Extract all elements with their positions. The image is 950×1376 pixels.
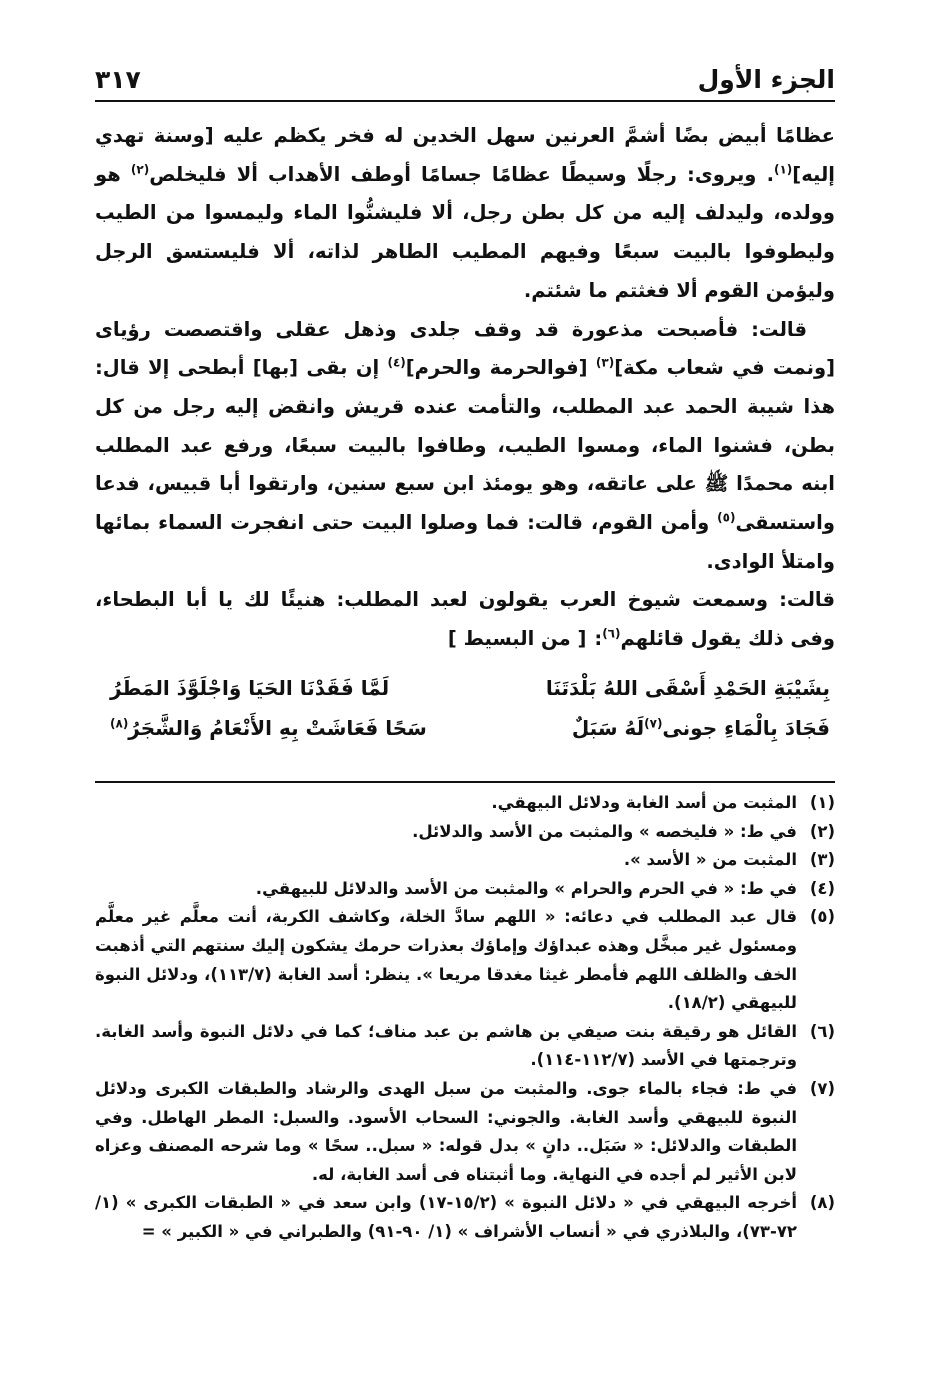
poem-verse-2	[110, 708, 830, 748]
page-number: ٣١٧	[95, 65, 141, 94]
footnote-number: (٥)	[809, 907, 835, 927]
footnote-text: المثبت من « الأسد ».	[623, 850, 797, 870]
footnote-number: (٤)	[809, 878, 835, 898]
footnote-ref: (٥)	[717, 510, 736, 525]
footnote-separator	[95, 781, 835, 783]
poem-verse-1	[110, 668, 830, 708]
footnote	[95, 1018, 835, 1075]
hemistich-right: بِشَيْبَةِ الحَمْدِ أَسْقَى اللهُ بَلْدَتَنَا	[545, 676, 830, 700]
footnote-ref: (٣)	[595, 355, 615, 370]
footnote-text: المثبت من أسد الغابة ودلائل البيهقي.	[491, 793, 797, 812]
footnotes	[95, 789, 835, 1247]
footnote-ref: (٤)	[387, 355, 406, 370]
hemistich-left: سَحًا فَعَاشَتْ بِهِ الأَنْعَامُ وَالشَّجَرُ$^{(٨)}$	[110, 716, 427, 740]
footnote-number: (٨)	[809, 1193, 835, 1213]
footnote	[95, 1189, 835, 1246]
footnote-ref: (٧)	[644, 716, 663, 731]
footnote	[95, 818, 835, 847]
footnote-number: (٢)	[809, 821, 835, 841]
main-text	[95, 117, 835, 659]
hemistich-left: لَمَّا فَقَدْنَا الحَيَا وَاجْلَوَّذَ المَطَرُ	[110, 676, 390, 700]
footnote	[95, 903, 835, 1017]
paragraph-2: قالت: فأصبحت مذعورة قد وقف جلدى وذهل عقلى واقتصصت رؤياى [ونمت في شعاب مكة]$^{(٣)}$ [فوالحرمة والحرم]$^{(٤)}$ إن بقى [بها] أبطحى إلا قال: هذا شيبة الحمد عبد المطلب، والتأمت عنده قريش وانقض إليه رجل من كل بطن، فشنوا الماء، ومسوا الطيب، وطافوا بالبيت سبعًا، ورفع عبد المطلب ابنه محمدًا ﷺ على عاتقه، وهو يومئذ ابن سبع سنين، وارتقوا أبا قبيس، فدعا واستسقى$^{(٥)}$ وأمن القوم، قالت: فما وصلوا البيت حتى انفجرت السماء بمائها وامتلأ الوادى.	[95, 317, 835, 573]
footnote-text: في ط: « في الحرم والحرام » والمثبت من الأسد والدلائل للبيهقي.	[255, 878, 797, 898]
footnote-text: أخرجه البيهقي في « دلائل النبوة » (١٥/٢-١٧) وابن سعد في « الطبقات الكبرى » (١/ ٧٢-٧٣)، والبلاذري في « أنساب الأشراف » (١/ ٩٠-٩١) والطبراني في « الكبير » =	[95, 1193, 797, 1241]
poem	[110, 668, 830, 748]
footnote-number: (١)	[809, 793, 835, 812]
footnote-text: قال عبد المطلب في دعائه: « اللهم سادَّ الخلة، وكاشف الكربة، أنت معلَّم غير معلَّم ومسئول غير مبخَّل وهذه عبداؤك وإماؤك بعذرات حرمك يشكون إليك سنتهم التي أذهبت الخف والظلف اللهم فأمطر غيثا مغدقا مريعا ». ينظر: أسد الغابة (١١٣/٧)، ودلائل النبوة للبيهقي (١٨/٢).	[95, 907, 798, 1013]
footnote	[95, 875, 835, 904]
footnote	[95, 1075, 835, 1189]
footnote-ref: (١)	[773, 162, 793, 177]
paragraph-3: قالت: وسمعت شيوخ العرب يقولون لعبد المطلب: هنيئًا لك يا أبا البطحاء، وفى ذلك يقول قائلهم$^{(٦)}$:[ من البسيط ]	[95, 588, 835, 651]
footnote-ref: (٦)	[602, 626, 621, 641]
footnote-ref: (٢)	[130, 162, 150, 177]
footnote-text: في ط: « فليخصه » والمثبت من الأسد والدلائل.	[412, 821, 797, 841]
footnote-text: في ط: فجاء بالماء جوى. والمثبت من سبل الهدى والرشاد والطبقات الكبرى ودلائل النبوة للبيهقي وأسد الغابة. والجوني: السحاب الأسود. والسبل: المطر الهاطل. وفي الطبقات والدلائل: « سَبَل.. دانٍ » بدل قوله: « سبل.. سحًا » وما شرحه المصنف وعزاه لابن الأثير لم أجده في النهاية. وما أثبتناه فى أسد الغابة، له.	[95, 1078, 797, 1184]
meter-label: [ من البسيط ]	[447, 627, 587, 651]
footnote	[95, 846, 835, 875]
footnote	[95, 789, 835, 818]
header-rule	[95, 100, 835, 102]
footnote-number: (٧)	[809, 1078, 835, 1098]
footnote-text: القائل هو رقيقة بنت صيفي بن هاشم بن عبد مناف؛ كما في دلائل النبوة وأسد الغابة. وترجمتها في الأسد (١١٢/٧-١١٤).	[95, 1021, 797, 1070]
footnote-ref: (٨)	[110, 716, 129, 731]
paragraph-1: عظامًا أبيض بضًا أشمَّ العرنين سهل الخدين له فخر يكظم عليه [وسنة تهدي إليه]$^{(١)}$. ويروى: رجلًا وسيطًا عظامًا جسامًا أوطف الأهداب ألا فليخلص$^{(٢)}$ هو وولده، وليدلف إليه من كل بطن رجل، ألا فليشنُّوا الماء وليمسوا من الطيب وليطوفوا بالبيت سبعًا وفيهم المطيب الطاهر لذاته، ألا فليستسق الرجل وليؤمن القوم ألا فغثتم ما شئتم.	[95, 124, 835, 302]
page-header	[95, 56, 835, 94]
footnote-number: (٦)	[809, 1021, 835, 1041]
footnote-number: (٣)	[809, 850, 835, 870]
running-title: الجزء الأول	[697, 65, 835, 94]
hemistich-right: فَجَادَ بِالْمَاءِ جونى$^{(٧)}$لَهُ سَبَلٌ	[571, 716, 830, 740]
